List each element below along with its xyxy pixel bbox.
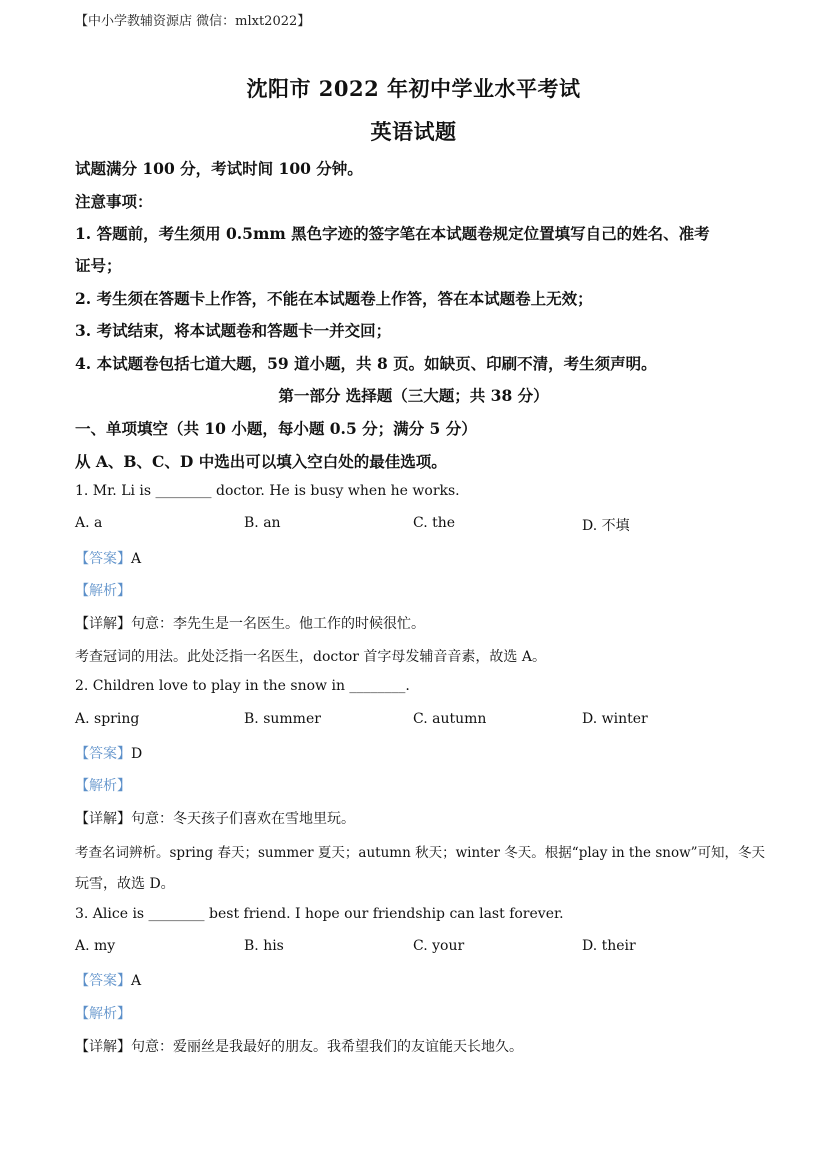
analysis-label: 【解析】 <box>75 1006 131 1022</box>
option-c: C. the <box>413 515 456 531</box>
detail-label: 【详解】 <box>75 1039 131 1055</box>
answer-row <box>75 970 141 990</box>
answer-label: 【答案】 <box>75 746 131 762</box>
detail-label: 【详解】 <box>75 616 131 632</box>
option-d: D. their <box>582 938 636 954</box>
notice-line: 1. 答题前，考生须用 0.5mm 黑色字迹的签字笔在本试题卷规定位置填写自己的姓名、准考 <box>75 224 710 243</box>
exam-title: 沈阳市 2022 年初中学业水平考试 <box>246 76 581 101</box>
answer-label: 【答案】 <box>75 551 131 567</box>
detail-text: 句意：李先生是一名医生。他工作的时候很忙。 <box>131 616 425 632</box>
question-stem: 2. Children love to play in the snow in ________. <box>75 678 410 694</box>
option-b: B. summer <box>244 711 321 727</box>
detail-row <box>75 1036 523 1056</box>
analysis-row <box>75 580 131 600</box>
option-d: D. winter <box>582 711 648 727</box>
answer-row <box>75 743 142 763</box>
option-d: D. 不填 <box>582 518 630 534</box>
detail-text: 句意：冬天孩子们喜欢在雪地里玩。 <box>131 811 355 827</box>
section-title: 一、单项填空（共 10 小题，每小题 0.5 分；满分 5 分） <box>75 419 477 438</box>
notice-line: 4. 本试题卷包括七道大题，59 道小题，共 8 页。如缺页、印刷不清，考生须声明。 <box>75 354 657 373</box>
part-title: 第一部分 选择题（三大题；共 38 分） <box>278 386 549 405</box>
option-a: A. a <box>75 515 103 531</box>
exam-subtitle: 英语试题 <box>370 119 457 144</box>
explanation-line: 考查名词辨析。spring 春天；summer 夏天；autumn 秋天；winter 冬天。根据“play in the snow”可知，冬天 <box>75 845 766 861</box>
detail-text: 句意：爱丽丝是我最好的朋友。我希望我们的友谊能天长地久。 <box>131 1039 523 1055</box>
answer-value: A <box>131 973 142 989</box>
analysis-row <box>75 1003 131 1023</box>
analysis-label: 【解析】 <box>75 778 131 794</box>
answer-row <box>75 548 141 568</box>
section-instruction: 从 A、B、C、D 中选出可以填入空白处的最佳选项。 <box>75 452 447 471</box>
header-note: 【中小学教辅资源店 微信：mlxt2022】 <box>75 14 311 29</box>
detail-row <box>75 808 355 828</box>
answer-value: A <box>131 551 142 567</box>
detail-label: 【详解】 <box>75 811 131 827</box>
option-c: C. your <box>413 938 465 954</box>
explanation-line: 考查冠词的用法。此处泛指一名医生，doctor 首字母发辅音音素，故选 A。 <box>75 649 546 665</box>
detail-row <box>75 613 425 633</box>
exam-meta: 试题满分 100 分，考试时间 100 分钟。 <box>75 159 363 178</box>
question-stem: 1. Mr. Li is ________ doctor. He is busy when he works. <box>75 483 460 499</box>
question-stem: 3. Alice is ________ best friend. I hope our friendship can last forever. <box>75 906 564 922</box>
option-a: A. spring <box>75 711 140 727</box>
explanation-line: 玩雪，故选 D。 <box>75 876 175 892</box>
option-b: B. an <box>244 515 281 531</box>
option-c: C. autumn <box>413 711 487 727</box>
option-b: B. his <box>244 938 284 954</box>
notice-line: 证号； <box>75 256 122 275</box>
notice-title: 注意事项： <box>75 192 153 211</box>
analysis-row <box>75 775 131 795</box>
answer-value: D <box>131 746 143 762</box>
notice-line: 3. 考试结束，将本试题卷和答题卡一并交回； <box>75 321 392 340</box>
answer-label: 【答案】 <box>75 973 131 989</box>
option-a: A. my <box>75 938 116 954</box>
analysis-label: 【解析】 <box>75 583 131 599</box>
notice-line: 2. 考生须在答题卡上作答，不能在本试题卷上作答，答在本试题卷上无效； <box>75 289 593 308</box>
